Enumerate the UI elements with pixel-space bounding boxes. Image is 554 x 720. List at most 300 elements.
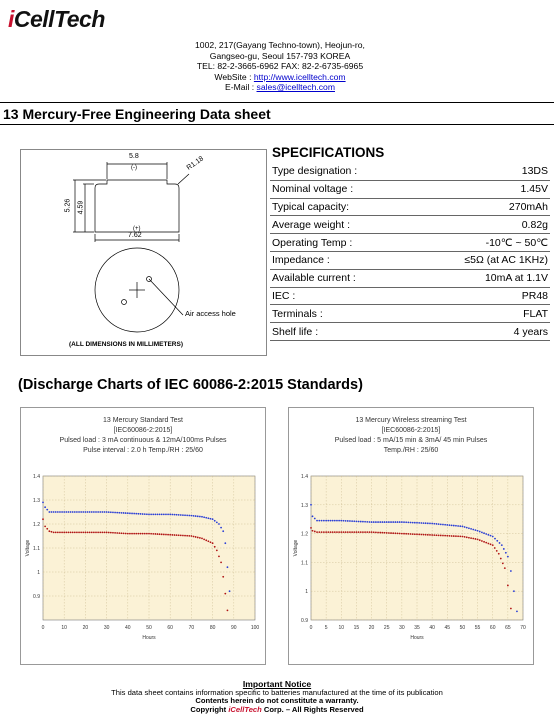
data-point <box>381 532 383 534</box>
data-point <box>316 520 318 522</box>
data-point <box>420 534 422 536</box>
x-tick-label: 40 <box>125 625 131 631</box>
data-point <box>135 513 137 515</box>
data-point <box>101 532 103 534</box>
data-point <box>116 532 118 534</box>
data-point <box>481 540 483 542</box>
x-tick-label: 25 <box>383 625 390 631</box>
data-point <box>205 539 207 541</box>
data-point <box>462 526 464 528</box>
data-point <box>42 502 44 504</box>
data-point <box>496 550 498 552</box>
spec-row <box>270 323 550 341</box>
data-point <box>68 511 70 513</box>
diameter-value: 7.62 <box>128 232 142 239</box>
data-point <box>159 514 161 516</box>
data-point <box>201 516 203 518</box>
phone-fax: TEL: 82-2-3665-6962 FAX: 82-2-6735-6965 <box>196 61 364 71</box>
email-line: E-Mail : sales@icelltech.com <box>225 82 335 92</box>
data-point <box>163 534 165 536</box>
x-tick-label: 5 <box>324 625 328 631</box>
data-point <box>349 520 351 522</box>
data-point <box>485 542 487 544</box>
data-point <box>453 535 455 537</box>
x-tick-label: 65 <box>505 625 511 631</box>
data-point <box>373 531 375 533</box>
data-point <box>108 532 110 534</box>
data-point <box>379 521 381 523</box>
y-tick-label: 0.9 <box>33 594 40 600</box>
data-point <box>429 523 431 525</box>
x-tick-label: 0 <box>309 625 313 631</box>
data-point <box>492 536 494 538</box>
important-notice <box>0 680 554 714</box>
email-link[interactable]: sales@icelltech.com <box>256 82 335 92</box>
data-point <box>106 532 108 534</box>
y-tick-label: 1 <box>37 570 40 576</box>
spec-value: 13DS <box>411 163 550 180</box>
data-point <box>123 532 125 534</box>
data-point <box>157 533 159 535</box>
data-point <box>203 516 205 518</box>
data-point <box>492 544 494 546</box>
data-point <box>403 521 405 523</box>
data-point <box>407 521 409 523</box>
data-point <box>68 532 70 534</box>
data-point <box>184 535 186 537</box>
data-point <box>144 533 146 535</box>
data-point <box>371 521 373 523</box>
data-point <box>369 521 371 523</box>
dimension-caption: (ALL DIMENSIONS IN MILLIMETERS) <box>69 341 183 348</box>
data-point <box>451 524 453 526</box>
x-axis-label: Hours <box>410 635 424 641</box>
specifications-title: SPECIFICATIONS <box>272 145 385 160</box>
data-point <box>167 514 169 516</box>
data-point <box>207 540 209 542</box>
data-point <box>427 522 429 524</box>
data-point <box>356 520 358 522</box>
data-point <box>212 542 214 544</box>
spec-row <box>270 163 550 180</box>
data-point <box>59 511 61 513</box>
data-point <box>63 532 65 534</box>
spec-row <box>270 287 550 305</box>
data-point <box>500 558 502 560</box>
data-point <box>112 511 114 513</box>
datasheet-title: 13 Mercury-Free Engineering Data sheet <box>3 106 271 122</box>
data-point <box>392 521 394 523</box>
data-point <box>65 532 67 534</box>
data-point <box>362 521 364 523</box>
data-point <box>148 533 150 535</box>
data-point <box>57 511 59 513</box>
data-point <box>397 532 399 534</box>
data-point <box>477 538 479 540</box>
data-point <box>161 514 163 516</box>
spec-label: Terminals : <box>270 305 411 323</box>
spec-label: Shelf life : <box>270 323 411 341</box>
data-point <box>220 527 222 529</box>
data-point <box>222 530 224 532</box>
data-point <box>345 520 347 522</box>
data-point <box>510 608 512 610</box>
data-point <box>472 529 474 531</box>
data-point <box>397 521 399 523</box>
x-tick-label: 20 <box>368 625 375 631</box>
data-point <box>323 531 325 533</box>
data-point <box>442 524 444 526</box>
data-point <box>188 515 190 517</box>
x-tick-label: 40 <box>429 625 435 631</box>
x-tick-label: 70 <box>520 625 526 631</box>
chart-panel-wireless <box>288 407 534 665</box>
data-point <box>163 514 165 516</box>
data-point <box>93 532 95 534</box>
data-point <box>494 547 496 549</box>
data-point <box>121 532 123 534</box>
spec-value: 1.45V <box>411 180 550 198</box>
data-point <box>388 521 390 523</box>
x-tick-label: 30 <box>399 625 405 631</box>
data-point <box>53 511 55 513</box>
data-point <box>93 511 95 513</box>
data-point <box>310 527 312 529</box>
data-point <box>475 538 477 540</box>
data-point <box>229 590 231 592</box>
data-point <box>453 525 455 527</box>
data-point <box>410 533 412 535</box>
data-point <box>312 530 314 532</box>
top-width-value: 5.8 <box>129 153 139 160</box>
data-point <box>444 535 446 537</box>
y-tick-label: 1.1 <box>33 546 40 552</box>
data-point <box>332 531 334 533</box>
data-point <box>118 512 120 514</box>
data-point <box>165 514 167 516</box>
data-point <box>457 525 459 527</box>
x-tick-label: 100 <box>250 625 260 631</box>
data-point <box>140 533 142 535</box>
data-point <box>399 533 401 535</box>
data-point <box>135 533 137 535</box>
data-point <box>366 521 368 523</box>
data-point <box>384 532 386 534</box>
data-point <box>425 522 427 524</box>
data-point <box>414 533 416 535</box>
data-point <box>343 520 345 522</box>
data-point <box>472 538 474 540</box>
data-point <box>381 521 383 523</box>
data-point <box>392 532 394 534</box>
spec-label: Impedance : <box>270 251 411 269</box>
data-point <box>451 535 453 537</box>
data-point <box>318 531 320 533</box>
data-point <box>197 537 199 539</box>
x-tick-label: 50 <box>146 625 152 631</box>
data-point <box>110 532 112 534</box>
data-point <box>403 533 405 535</box>
y-tick-label: 1 <box>305 589 308 596</box>
data-point <box>214 546 216 548</box>
copyright-line: Copyright iCellTech Corp. – All Rights Reserved <box>190 704 364 714</box>
data-point <box>227 610 229 612</box>
data-point <box>507 556 509 558</box>
data-point <box>195 536 197 538</box>
data-point <box>193 515 195 517</box>
address-line-2: Gangseo-gu, Seoul 157-793 KOREA <box>209 50 351 61</box>
y-tick-label: 0.9 <box>301 618 308 624</box>
data-point <box>110 511 112 513</box>
battery-dimension-diagram <box>21 150 266 355</box>
data-point <box>146 533 148 535</box>
body-height-value: 4.59 <box>77 200 85 215</box>
data-point <box>503 548 505 550</box>
data-point <box>150 514 152 516</box>
data-point <box>178 514 180 516</box>
data-point <box>116 512 118 514</box>
spec-row <box>270 305 550 323</box>
data-point <box>78 532 80 534</box>
data-point <box>494 538 496 540</box>
data-point <box>123 512 125 514</box>
data-point <box>222 576 224 578</box>
data-point <box>152 533 154 535</box>
data-point <box>459 535 461 537</box>
data-point <box>314 531 316 533</box>
data-point <box>442 535 444 537</box>
website-link[interactable]: http://www.icelltech.com <box>253 71 346 82</box>
data-point <box>401 521 403 523</box>
x-axis-label: Hours <box>142 635 156 641</box>
data-point <box>477 530 479 532</box>
x-tick-label: 10 <box>338 625 345 631</box>
data-point <box>412 533 414 535</box>
data-point <box>127 533 129 535</box>
data-point <box>316 531 318 533</box>
data-point <box>59 532 61 534</box>
data-point <box>138 533 140 535</box>
address-line-1: 1002, 217(Gayang Techno-town), Heojun-ro, <box>195 40 365 50</box>
data-point <box>57 532 59 534</box>
data-point <box>44 526 46 528</box>
x-tick-label: 60 <box>167 625 173 631</box>
data-point <box>152 514 154 516</box>
data-point <box>360 521 362 523</box>
data-point <box>457 535 459 537</box>
data-point <box>199 516 201 518</box>
discharge-charts-title: (Discharge Charts of IEC 60086-2:2015 Standards) <box>18 377 363 393</box>
x-tick-label: 60 <box>489 625 496 631</box>
data-point <box>48 530 50 532</box>
x-tick-label: 50 <box>459 625 466 631</box>
data-point <box>104 532 106 534</box>
data-point <box>427 534 429 536</box>
data-point <box>171 534 173 536</box>
data-point <box>118 532 120 534</box>
data-point <box>106 511 108 513</box>
data-point <box>144 513 146 515</box>
data-point <box>74 511 76 513</box>
data-point <box>436 523 438 525</box>
data-point <box>193 536 195 538</box>
data-point <box>340 531 342 533</box>
dimension-drawing <box>20 149 267 356</box>
data-point <box>470 528 472 530</box>
data-point <box>423 522 425 524</box>
data-point <box>394 521 396 523</box>
data-point <box>455 525 457 527</box>
x-tick-label: 10 <box>61 625 67 631</box>
data-point <box>125 512 127 514</box>
data-point <box>165 534 167 536</box>
data-point <box>310 504 312 506</box>
y-tick-label: 1.4 <box>33 474 40 480</box>
data-point <box>496 540 498 542</box>
x-tick-label: 35 <box>414 625 420 631</box>
data-point <box>142 533 144 535</box>
data-point <box>82 511 84 513</box>
data-point <box>80 511 82 513</box>
data-point <box>61 532 63 534</box>
data-point <box>464 536 466 538</box>
data-point <box>87 532 89 534</box>
data-point <box>490 535 492 537</box>
spec-label: Typical capacity: <box>270 198 411 216</box>
data-point <box>479 539 481 541</box>
data-point <box>386 532 388 534</box>
data-point <box>334 531 336 533</box>
data-point <box>210 541 212 543</box>
radius-value: R1.18 <box>185 155 206 172</box>
data-point <box>327 520 329 522</box>
data-point <box>459 525 461 527</box>
data-point <box>425 534 427 536</box>
y-tick-label: 1.2 <box>33 522 40 528</box>
data-point <box>475 529 477 531</box>
data-point <box>127 512 129 514</box>
data-point <box>340 520 342 522</box>
data-point <box>108 511 110 513</box>
data-point <box>101 511 103 513</box>
data-point <box>216 550 218 552</box>
data-point <box>420 522 422 524</box>
data-point <box>212 518 214 520</box>
x-tick-label: 55 <box>474 625 481 631</box>
data-point <box>80 532 82 534</box>
data-point <box>332 520 334 522</box>
data-point <box>224 593 226 595</box>
data-point <box>351 531 353 533</box>
data-point <box>142 513 144 515</box>
data-point <box>487 543 489 545</box>
data-point <box>416 533 418 535</box>
spec-value: 10mA at 1.1V <box>411 269 550 287</box>
data-point <box>51 511 53 513</box>
data-point <box>218 523 220 525</box>
data-point <box>180 535 182 537</box>
spec-value: FLAT <box>411 305 550 323</box>
website-line: WebSite : http://www.icelltech.com <box>214 71 346 82</box>
data-point <box>330 520 332 522</box>
spec-row <box>270 269 550 287</box>
data-point <box>186 514 188 516</box>
data-point <box>446 535 448 537</box>
x-tick-label: 0 <box>41 625 45 631</box>
data-point <box>154 514 156 516</box>
spec-value: 4 years <box>411 323 550 341</box>
data-point <box>97 511 99 513</box>
data-point <box>412 522 414 524</box>
data-point <box>129 533 131 535</box>
data-point <box>507 585 509 587</box>
data-point <box>399 521 401 523</box>
data-point <box>490 543 492 545</box>
data-point <box>371 531 373 533</box>
data-point <box>334 520 336 522</box>
data-point <box>63 511 65 513</box>
data-point <box>55 532 57 534</box>
chart2-title: 13 Mercury Wireless streaming Test [IEC60086-2:2015] Pulsed load : 5 mA/15 min & 3mA/ 45 min Pulses Temp./RH : 25/60 <box>334 417 488 454</box>
data-point <box>99 511 101 513</box>
data-point <box>360 531 362 533</box>
x-tick-label: 15 <box>353 625 360 631</box>
spec-row <box>270 251 550 269</box>
data-point <box>99 532 101 534</box>
data-point <box>429 534 431 536</box>
data-point <box>356 531 358 533</box>
data-point <box>97 532 99 534</box>
spec-label: Average weight : <box>270 216 411 234</box>
data-point <box>330 531 332 533</box>
data-point <box>418 534 420 536</box>
data-point <box>483 541 485 543</box>
notice-line-1: This data sheet contains information specific to batteries manufactured at the time of its publication <box>111 687 443 697</box>
data-point <box>91 532 93 534</box>
data-point <box>197 515 199 517</box>
data-point <box>176 514 178 516</box>
y-tick-label: 1.3 <box>301 502 308 509</box>
data-point <box>148 514 150 516</box>
data-point <box>343 531 345 533</box>
data-point <box>53 532 55 534</box>
chart-panel-standard <box>20 407 266 665</box>
data-point <box>188 535 190 537</box>
x-tick-label: 45 <box>444 625 451 631</box>
data-point <box>499 542 501 544</box>
data-point <box>487 534 489 536</box>
data-point <box>44 506 46 508</box>
data-point <box>112 532 114 534</box>
data-point <box>516 610 518 612</box>
data-point <box>401 533 403 535</box>
data-point <box>70 511 72 513</box>
data-point <box>138 513 140 515</box>
data-point <box>464 526 466 528</box>
data-point <box>180 514 182 516</box>
x-tick-label: 30 <box>103 625 110 631</box>
data-point <box>150 533 152 535</box>
data-point <box>78 511 80 513</box>
data-point <box>390 521 392 523</box>
spec-label: Nominal voltage : <box>270 180 411 198</box>
data-point <box>440 523 442 525</box>
company-logo: iCellTech <box>8 6 105 32</box>
y-tick-label: 1.3 <box>33 498 40 504</box>
data-point <box>470 537 472 539</box>
data-point <box>358 531 360 533</box>
x-tick-label: 20 <box>82 625 89 631</box>
